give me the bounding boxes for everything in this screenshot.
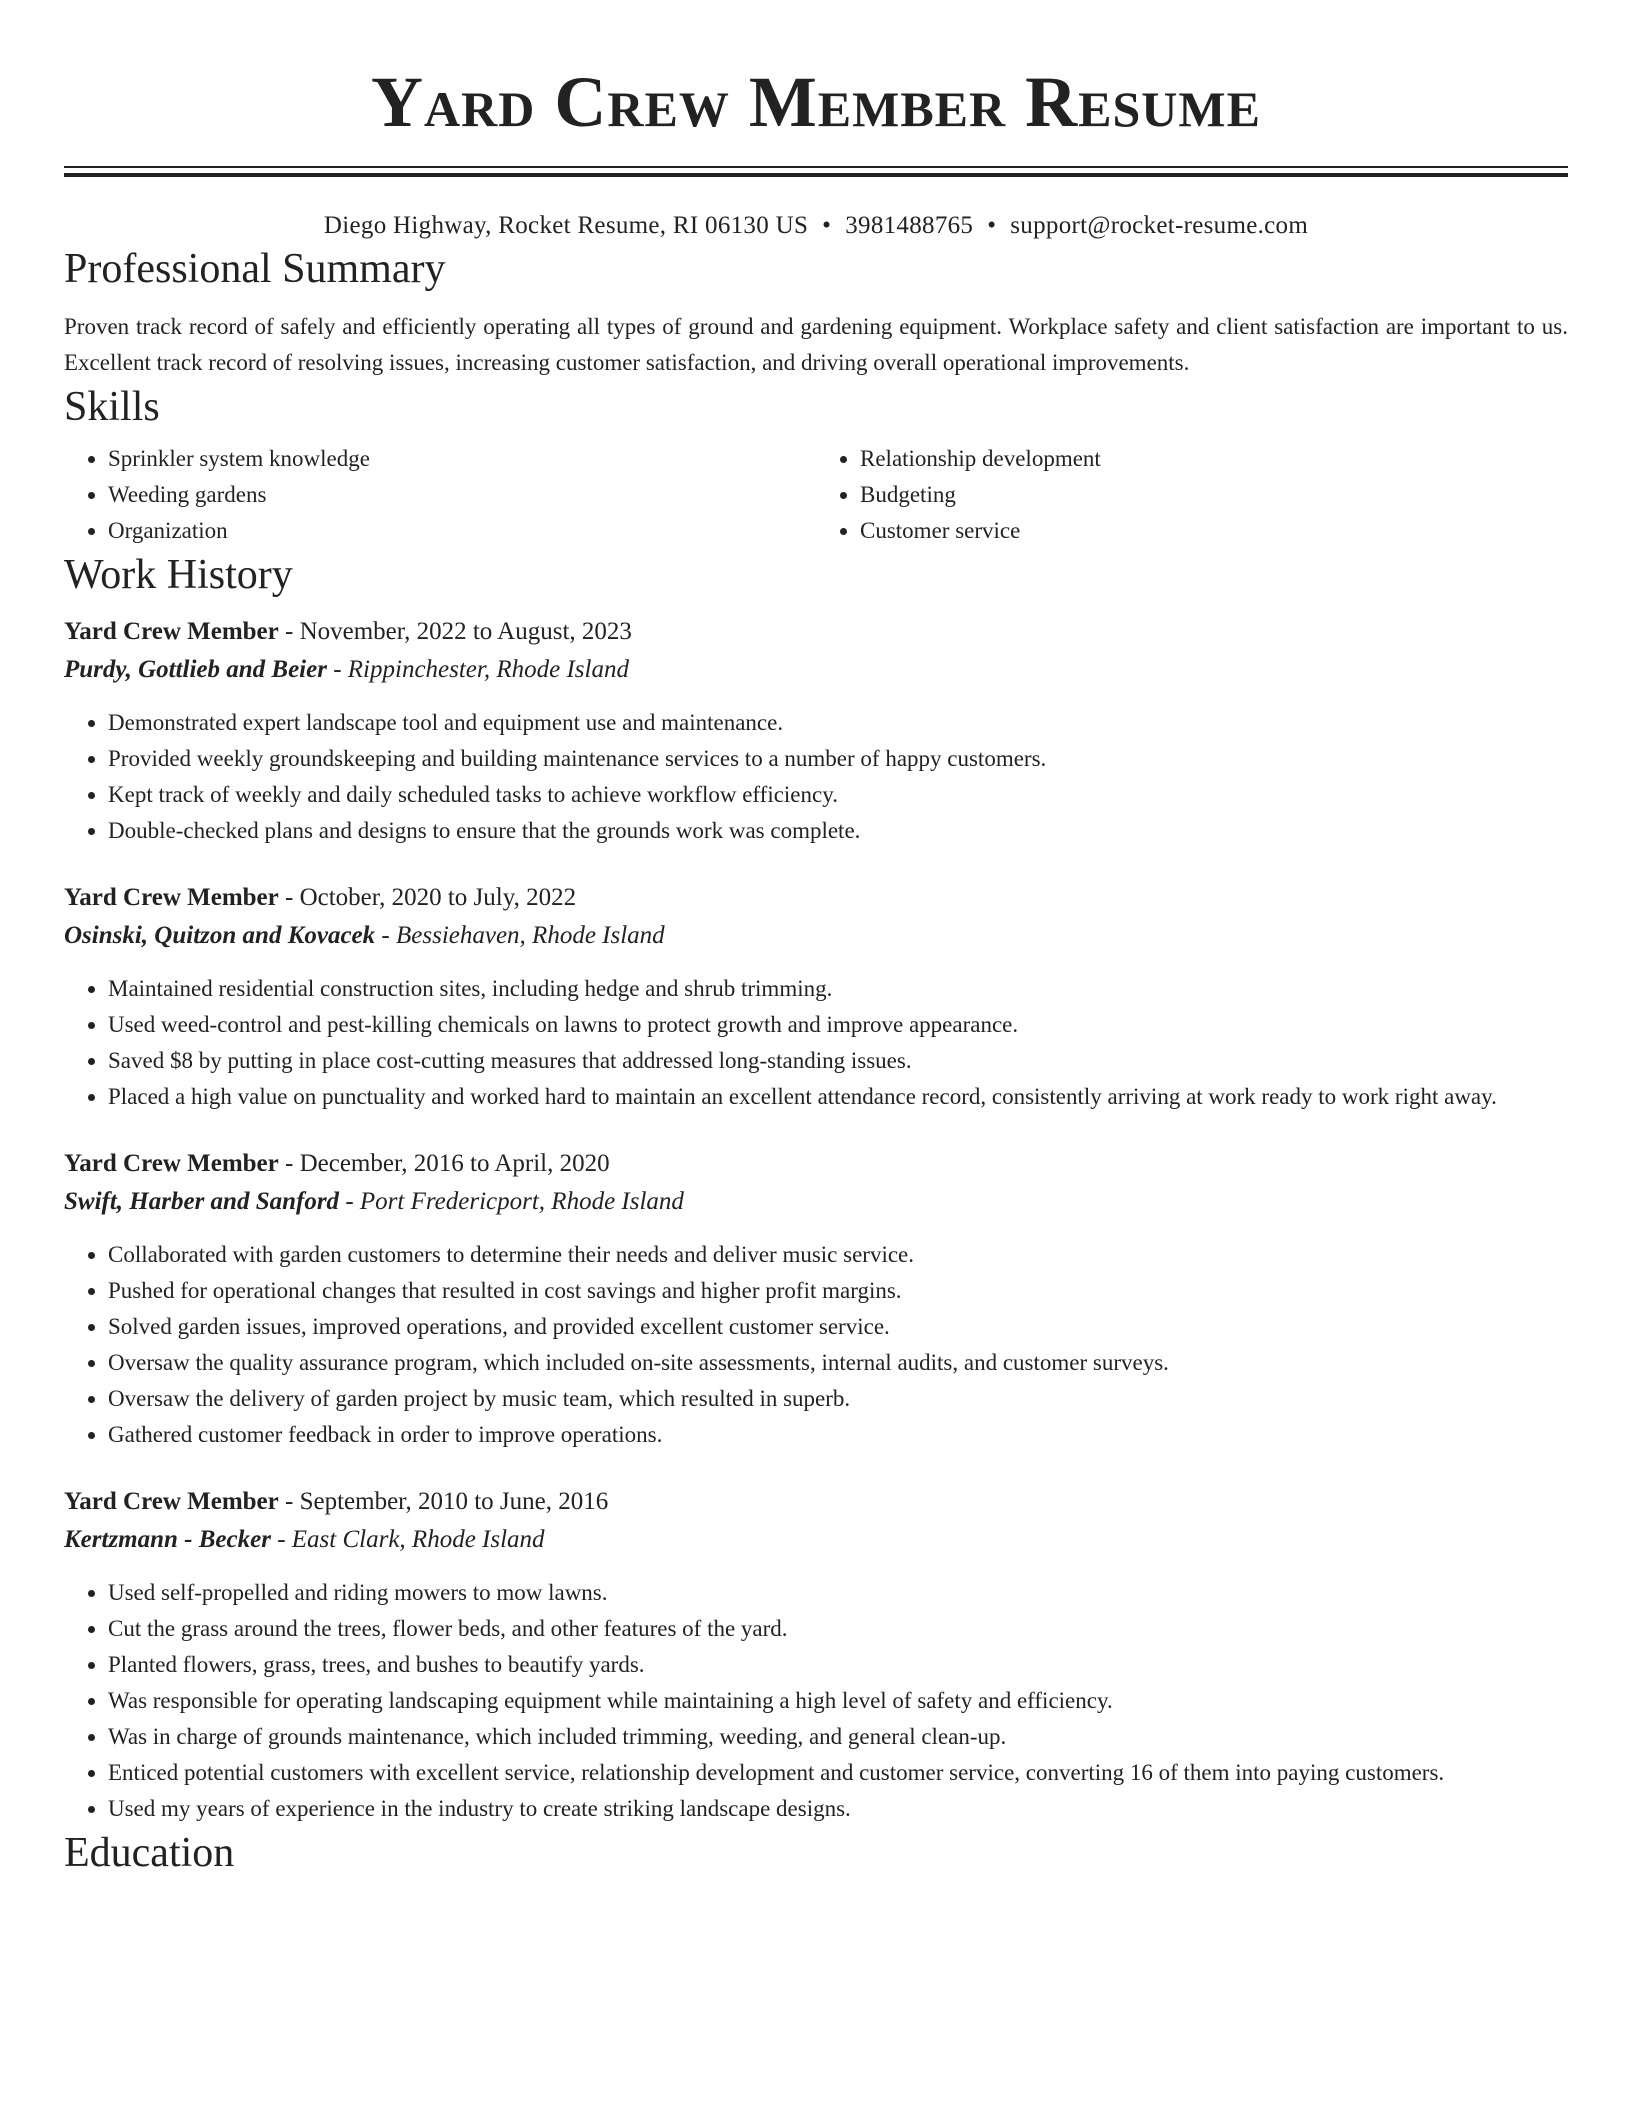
contact-separator: • [987,212,997,239]
job-company: Swift, Harber and Sanford [64,1188,340,1215]
job-location: - East Clark, Rhode Island [270,1526,545,1553]
divider-thick-line [64,173,1568,177]
skill-item: • Customer service [860,513,1568,549]
job-bullet: • Pushed for operational changes that resulted in cost savings and higher profit margins. [108,1273,1568,1309]
job-bullet: • Used weed-control and pest-killing chemicals on lawns to protect growth and improve appearance. [108,1007,1568,1043]
job-dates: - September, 2010 to June, 2016 [278,1488,609,1515]
job-dates: - December, 2016 to April, 2020 [278,1150,610,1177]
job-bullet: • Oversaw the quality assurance program, which included on-site assessments, internal audits, and customer surveys. [108,1345,1568,1381]
job-title-line [64,1483,1568,1521]
job-company: Kertzmann - Becker [64,1526,271,1553]
skill-item: • Budgeting [860,477,1568,513]
job-entry [64,1483,1568,1827]
contact-address: Diego Highway, Rocket Resume, RI 06130 US [323,212,809,239]
job-title-line [64,613,1568,651]
skill-item: • Weeding gardens [108,477,816,513]
job-bullet: • Placed a high value on punctuality and worked hard to maintain an excellent attendance record, consistently arriving at work ready to work right away. [108,1079,1568,1115]
job-role: Yard Crew Member [64,618,279,645]
resume-title: Yard Crew Member Resume [371,62,1261,142]
job-bullet: • Cut the grass around the trees, flower beds, and other features of the yard. [108,1611,1568,1647]
job-bullet: • Provided weekly groundskeeping and building maintenance services to a number of happy customers. [108,741,1568,777]
summary-heading: Professional Summary [64,246,446,292]
job-bullet: • Used my years of experience in the industry to create striking landscape designs. [108,1791,1568,1827]
job-bullet: • Enticed potential customers with excellent service, relationship development and customer service, converting 16 of them into paying customers. [108,1755,1568,1791]
job-bullet: • Was responsible for operating landscaping equipment while maintaining a high level of safety and efficiency. [108,1683,1568,1719]
job-bullet: • Saved $8 by putting in place cost-cutting measures that addressed long-standing issues. [108,1043,1568,1079]
skill-item: • Relationship development [860,441,1568,477]
contact-phone: 3981488765 [845,212,974,239]
job-entry [64,879,1568,1115]
contact-line [64,209,1568,243]
job-bullet: • Was in charge of grounds maintenance, which included trimming, weeding, and general clean-up. [108,1719,1568,1755]
job-bullet: • Demonstrated expert landscape tool and equipment use and maintenance. [108,705,1568,741]
education-heading: Education [64,1830,235,1876]
job-bullets [64,1237,1568,1453]
job-bullet: • Planted flowers, grass, trees, and bushes to beautify yards. [108,1647,1568,1683]
skills-heading: Skills [64,384,160,430]
summary-text: Proven track record of safely and efficiently operating all types of ground and gardening equipment. Workplace safety and client satisfaction are important to us. Excellent track record of resolving issues, increasing customer satisfaction, and driving overall operational improvements. [64,314,1568,375]
job-bullet: • Maintained residential construction sites, including hedge and shrub trimming. [108,971,1568,1007]
job-bullet: • Collaborated with garden customers to determine their needs and deliver music service. [108,1237,1568,1273]
company-line [64,1521,1568,1559]
job-bullet: • Solved garden issues, improved operations, and provided excellent customer service. [108,1309,1568,1345]
summary-section [64,243,1568,381]
company-line [64,1183,1568,1221]
job-bullet: • Kept track of weekly and daily scheduled tasks to achieve workflow efficiency. [108,777,1568,813]
job-bullet: • Double-checked plans and designs to ensure that the grounds work was complete. [108,813,1568,849]
contact-separator: • [822,212,832,239]
job-bullets [64,971,1568,1115]
skills-left-column [64,441,816,549]
skills-right-column [816,441,1568,549]
job-dates: - November, 2022 to August, 2023 [278,618,632,645]
skills-columns [64,441,1568,549]
job-company: Purdy, Gottlieb and Beier [64,656,327,683]
job-bullet: • Gathered customer feedback in order to improve operations. [108,1417,1568,1453]
job-title-line [64,879,1568,917]
job-entry [64,1145,1568,1453]
skill-item: • Organization [108,513,816,549]
title-divider [64,166,1568,177]
job-bullet: • Used self-propelled and riding mowers to mow lawns. [108,1575,1568,1611]
job-bullet: • Oversaw the delivery of garden project by music team, which resulted in superb. [108,1381,1568,1417]
job-role: Yard Crew Member [64,1150,279,1177]
company-line [64,917,1568,955]
job-entry [64,613,1568,849]
skill-item: • Sprinkler system knowledge [108,441,816,477]
job-bullets [64,705,1568,849]
job-company: Osinski, Quitzon and Kovacek [64,922,376,949]
job-bullets [64,1575,1568,1827]
education-section [64,1827,1568,1879]
work-history-section [64,549,1568,1827]
job-role: Yard Crew Member [64,884,279,911]
work-history-heading: Work History [64,552,293,598]
contact-email: support@rocket-resume.com [1010,212,1309,239]
job-role: Yard Crew Member [64,1488,279,1515]
job-location: - Bessiehaven, Rhode Island [375,922,665,949]
skills-section [64,381,1568,549]
company-line [64,651,1568,689]
job-title-line [64,1145,1568,1183]
job-dates: - October, 2020 to July, 2022 [278,884,577,911]
job-location: - Rippinchester, Rhode Island [326,656,629,683]
job-location: - Port Fredericport, Rhode Island [339,1188,684,1215]
